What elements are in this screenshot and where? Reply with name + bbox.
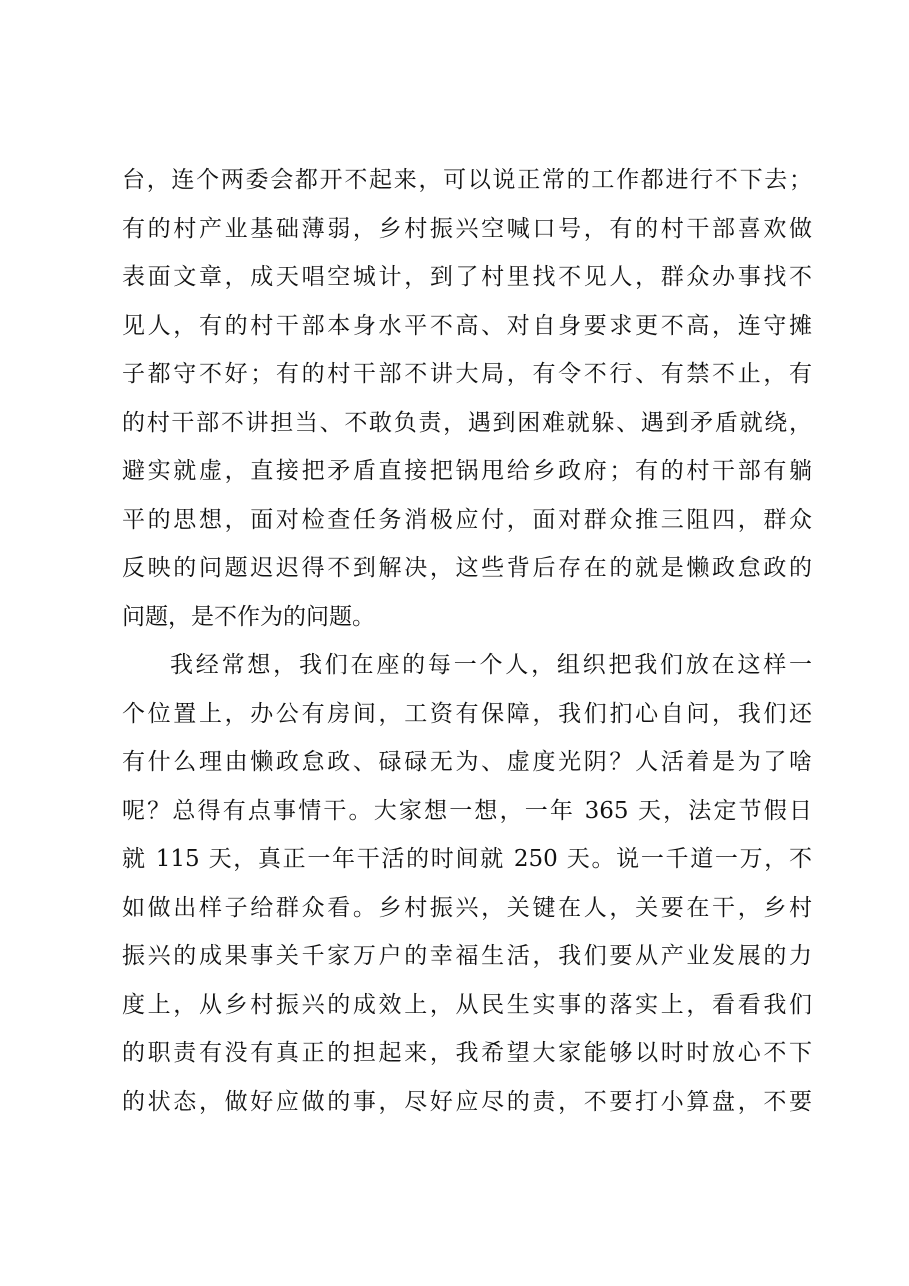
paragraph-second — [122, 641, 812, 1126]
text-line: 子都守不好；有的村干部不讲大局，有令不行、有禁不止，有 — [122, 361, 812, 387]
text-line: 避实就虚，直接把矛盾直接把锅甩给乡政府；有的村干部有躺 — [122, 458, 812, 484]
text-line: 问题，是不作为的问题。 — [122, 603, 375, 630]
text-line: 表面文章，成天唱空城计，到了村里找不见人，群众办事找不 — [122, 264, 812, 290]
text-line: 就 115 天，真正一年干活的时间就 250 天。说一千道一万，不 — [122, 846, 812, 872]
text-line: 的状态，做好应做的事，尽好应尽的责，不要打小算盘，不要 — [122, 1088, 812, 1115]
text-line: 有的村产业基础薄弱，乡村振兴空喊口号，有的村干部喜欢做 — [122, 215, 812, 242]
text-line: 有什么理由懒政怠政、碌碌无为、虚度光阴？人活着是为了啥 — [122, 749, 812, 775]
text-line: 平的思想，面对检查任务消极应付，面对群众推三阻四，群众 — [122, 506, 812, 533]
text-line: 如做出样子给群众看。乡村振兴，关键在人，关要在干，乡村 — [122, 894, 812, 921]
text-line: 呢？总得有点事情干。大家想一想，一年 365 天，法定节假日 — [122, 797, 812, 824]
paragraph-continued — [122, 156, 812, 641]
text-line: 度上，从乡村振兴的成效上，从民生实事的落实上，看看我们 — [122, 991, 812, 1018]
document-body — [122, 156, 812, 1126]
text-line: 台，连个两委会都开不起来，可以说正常的工作都进行不下去； — [122, 167, 812, 193]
text-line: 见人，有的村干部本身水平不高、对自身要求更不高，连守摊 — [122, 312, 812, 339]
text-line: 的职责有没有真正的担起来，我希望大家能够以时时放心不下 — [122, 1040, 812, 1066]
text-line: 个位置上，办公有房间，工资有保障，我们扪心自问，我们还 — [122, 700, 812, 727]
text-line: 的村干部不讲担当、不敢负责，遇到困难就躲、遇到矛盾就绕， — [122, 409, 812, 436]
text-line: 振兴的成果事关千家万户的幸福生活，我们要从产业发展的力 — [122, 943, 812, 969]
text-line: 我经常想，我们在座的每一个人，组织把我们放在这样一 — [170, 652, 812, 678]
text-line: 反映的问题迟迟得不到解决，这些背后存在的就是懒政怠政的 — [122, 555, 812, 581]
